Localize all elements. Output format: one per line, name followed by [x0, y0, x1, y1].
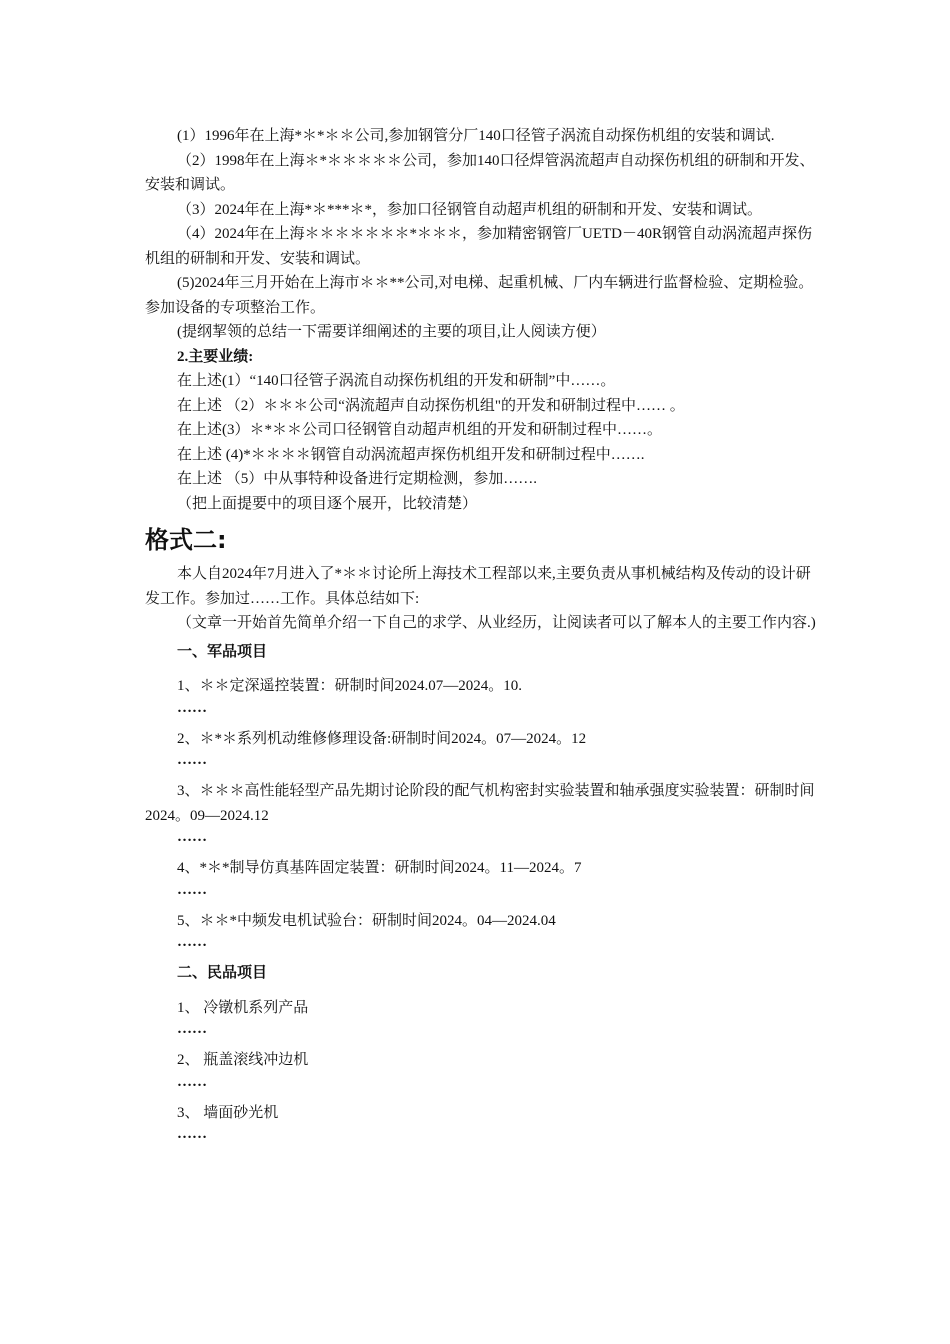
- ellipsis: ……: [177, 699, 207, 716]
- paragraph-item-3: （3）2024年在上海*＊***＊*，参加口径钢管自动超声机组的研制和开发、安装和调试。: [177, 201, 763, 218]
- civil-item-1: 1、 冷镦机系列产品: [177, 999, 309, 1016]
- ellipsis: ……: [177, 934, 207, 950]
- paragraph-item-5: (5)2024年三月开始在上海市＊＊**公司,对电梯、起重机械、厂内车辆进行监督检验、定期检验。参加设备的专项整治工作。: [145, 275, 814, 316]
- achievements-heading: 2.主要业绩:: [177, 348, 254, 365]
- paragraph-item-4: （4）2024年在上海＊＊＊＊＊＊＊*＊＊＊，参加精密钢管厂UETD－40R钢管自动涡流超声探伤机组的研制和开发、安装和调试。: [145, 226, 812, 267]
- military-item-4: 4、*＊*制导仿真基阵固定装置：研制时间2024。11—2024。7: [177, 860, 582, 876]
- military-item-5: 5、＊＊*中频发电机试验台：研制时间2024。04—2024.04: [177, 912, 556, 929]
- intro-note: （文章一开始首先简单介绍一下自己的求学、从业经历，让阅读者可以了解本人的主要工作内容.): [177, 615, 816, 631]
- ellipsis: ……: [177, 1126, 207, 1142]
- military-item-3: 3、＊＊＊高性能轻型产品先期讨论阶段的配气机构密封实验装置和轴承强度实验装置：研制时间2024。09—2024.12: [145, 783, 815, 824]
- ellipsis: ……: [177, 829, 207, 845]
- civil-item-3: 3、 墙面砂光机: [177, 1104, 279, 1121]
- document-body: [145, 124, 820, 1143]
- paragraph-item-2: （2）1998年在上海＊*＊＊＊＊＊公司，参加140口径焊管涡流超声自动探伤机组的研制和开发、安装和调试。: [145, 152, 815, 193]
- section-civil-title: 二、民品项目: [177, 965, 268, 981]
- ellipsis: ……: [177, 1021, 207, 1037]
- achievement-4: 在上述 (4)*＊＊＊＊钢管自动涡流超声探伤机组开发和研制过程中…….: [177, 446, 645, 463]
- achievement-5: 在上述 （5）中从事特种设备进行定期检测，参加…….: [177, 471, 538, 487]
- ellipsis: ……: [177, 1073, 207, 1090]
- military-item-2: 2、＊*＊系列机动维修修理设备:研制时间2024。07—2024。12: [177, 730, 587, 747]
- section-military-title: 一、军品项目: [177, 643, 268, 660]
- ellipsis: ……: [177, 752, 207, 768]
- ellipsis: ……: [177, 881, 207, 898]
- intro-paragraph: 本人自2024年7月进入了*＊＊讨论所上海技术工程部以来,主要负责从事机械结构及传动的设计研发工作。参加过……工作。具体总结如下:: [145, 566, 811, 607]
- achievement-note: （把上面提要中的项目逐个展开，比较清楚）: [177, 495, 478, 512]
- format2-title: 格式二:: [145, 526, 227, 554]
- paragraph-item-1: (1）1996年在上海*＊*＊＊公司,参加钢管分厂140口径管子涡流自动探伤机组的安装和调试.: [177, 128, 775, 144]
- civil-item-2: 2、 瓶盖滚线冲边机: [177, 1052, 309, 1068]
- achievement-1: 在上述(1）“140口径管子涡流自动探伤机组的开发和研制”中……。: [177, 373, 616, 389]
- achievement-3: 在上述(3）＊*＊＊公司口径钢管自动超声机组的开发和研制过程中……。: [177, 422, 662, 438]
- achievement-2: 在上述 （2）＊＊＊公司“涡流超声自动探伤机组"的开发和研制过程中…… 。: [177, 397, 685, 414]
- paragraph-note: (提纲挈领的总结一下需要详细阐述的主要的项目,让人阅读方便）: [177, 324, 606, 340]
- military-item-1: 1、＊＊定深遥控装置：研制时间2024.07—2024。10.: [177, 678, 523, 694]
